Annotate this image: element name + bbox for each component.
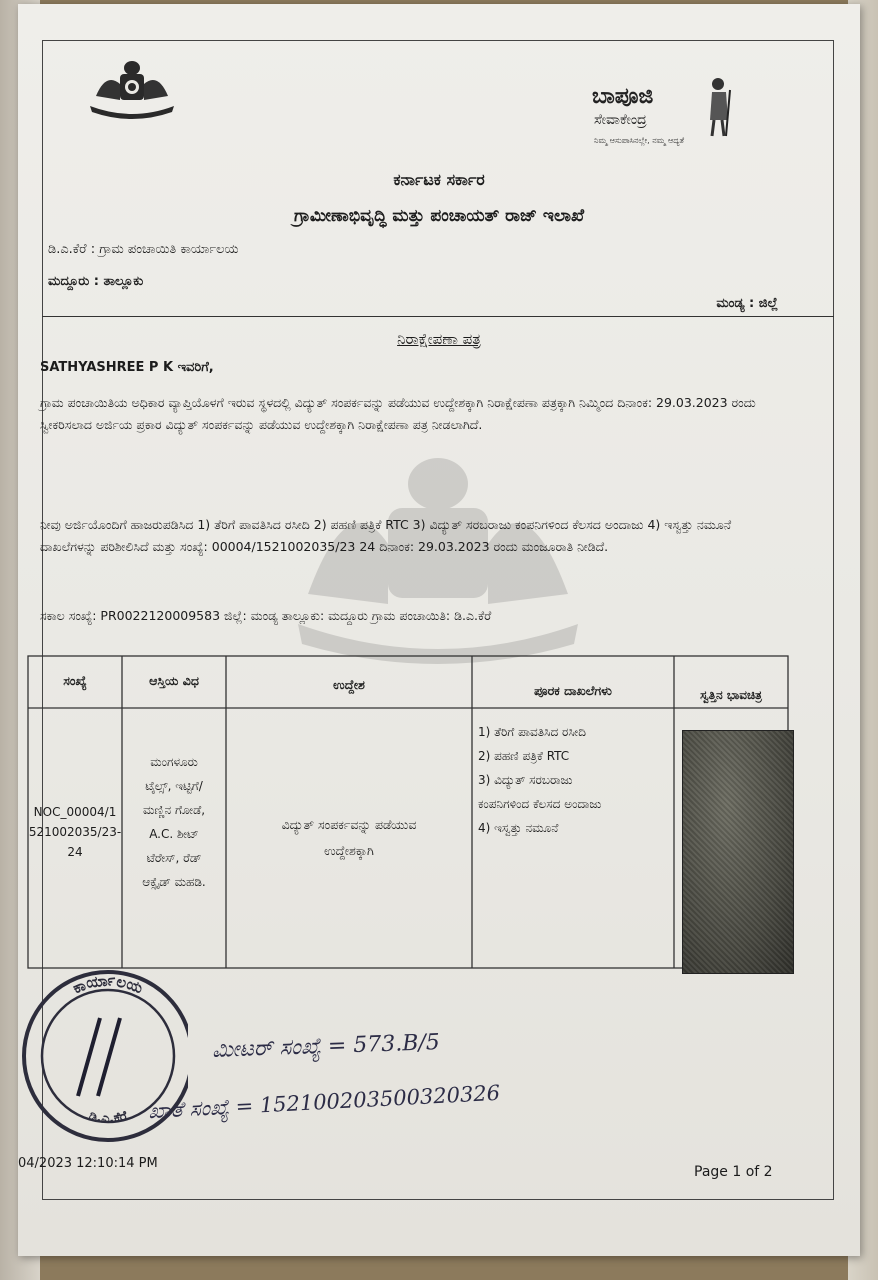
- document-item: 3) ವಿದ್ಯುತ್ ಸರಬರಾಜು: [478, 773, 573, 787]
- row-purpose: [226, 812, 472, 864]
- header-purpose: ಉದ್ದೇಶ: [333, 677, 365, 692]
- seal-text-bottom: ಡಿ.ಎ.ಕೆರೆ: [87, 1108, 129, 1127]
- property-type-line: ಆಕ್ಸೈಡ್ ಮಹಡಿ.: [142, 875, 206, 889]
- page-number: Page 1 of 2: [694, 1164, 773, 1180]
- brand-tagline: ನಿಮ್ಮ ಆಸುಪಾಸಿನಲ್ಲೇ, ನಮ್ಮ ಆದ್ಯತೆ: [594, 136, 685, 145]
- recipient-line: SATHYASHREE P K ಇವರಿಗೆ,: [40, 360, 214, 375]
- handwritten-account-number: ಖಾತೆ ಸಂಖ್ಯೆ = 152100203500320326: [147, 1080, 501, 1124]
- row-number-line: 24: [67, 845, 83, 859]
- brand-subname: ಸೇವಾಕೇಂದ್ರ: [594, 112, 647, 128]
- noc-table: [26, 654, 796, 972]
- document-page: [18, 4, 860, 1256]
- row-documents: [478, 720, 601, 840]
- property-type-line: ಟೆರೇಸ್, ರೆಡ್: [146, 851, 202, 865]
- karnataka-emblem-icon: [86, 56, 178, 122]
- paragraph-application: ಗ್ರಾಮ ಪಂಚಾಯಿತಿಯ ಅಧಿಕಾರ ವ್ಯಾಪ್ತಿಯೊಳಗೆ ಇರುವ ಸ್ಥಳದಲ್ಲಿ ವಿದ್ಯುತ್ ಸಂಪರ್ಕವನ್ನು ಪಡೆಯುವ ಉದ್ದೇಶಕ್ಕಾಗಿ ನಿರಾಕ್ಷೇಪಣಾ ಪತ್ರಕ್ಕಾಗಿ ನಿಮ್ಮಿಂದ ದಿನಾಂಕ: 29.03.2023 ರಂದು ಸ್ವೀಕರಿಸಲಾದ ಅರ್ಜಿಯ ಪ್ರಕಾರ ವಿದ್ಯುತ್ ಸಂಪರ್ಕವನ್ನು ಪಡೆಯುವ ಉದ್ದೇಶಕ್ಕಾಗಿ ನಿರಾಕ್ಷೇಪಣಾ ಪತ್ರ ನೀಡಲಾಗಿದೆ.: [40, 395, 756, 432]
- row-property-type: [122, 750, 226, 894]
- property-type-line: ಮಣ್ಣಿನ ಗೋಡೆ,: [142, 803, 206, 817]
- panchayat-office: ಡಿ.ಎ.ಕೆರೆ : ಗ್ರಾಮ ಪಂಚಾಯಿತಿ ಕಾರ್ಯಾಲಯ: [48, 242, 239, 257]
- gandhi-figure-icon: [704, 76, 734, 138]
- brand-name: ಬಾಪೂಜಿ: [592, 84, 654, 109]
- property-type-line: A.C. ಶೀಟ್: [149, 827, 199, 841]
- print-timestamp: 04/2023 12:10:14 PM: [18, 1156, 158, 1171]
- seal-text-top: ಕಾರ್ಯಾಲಯ: [70, 970, 146, 998]
- district-name: ಮಂಡ್ಯ : ಜಿಲ್ಲೆ: [716, 296, 778, 311]
- document-item: 4) ಇಸ್ವತ್ತು ನಮೂನೆ: [478, 821, 559, 835]
- header-property-photo: ಸ್ವತ್ತಿನ ಭಾವಚಿತ್ರ: [700, 688, 762, 702]
- government-name: ಕರ್ನಾಟಕ ಸರ್ಕಾರ: [393, 170, 485, 189]
- header-divider: [42, 316, 834, 317]
- office-seal-stamp: [8, 956, 188, 1156]
- document-item: ಕಂಪನಿಗಳಿಂದ ಕೆಲಸದ ಅಂದಾಜು: [478, 797, 602, 811]
- row-number-line: 521002035/23-: [28, 825, 122, 839]
- svg-text:ಡಿ.ಎ.ಕೆರೆ: [87, 1109, 129, 1127]
- header-documents: ಪೂರಕ ದಾಖಲೆಗಳು: [534, 683, 612, 698]
- property-photo: [682, 730, 794, 974]
- document-item: 2) ಪಹಣಿ ಪತ್ರಿಕೆ RTC: [478, 749, 570, 763]
- document-item: 1) ತೆರಿಗೆ ಪಾವತಿಸಿದ ರಸೀದಿ: [478, 725, 586, 739]
- handwritten-meter-number: ಮೀಟರ್ ಸಂಖ್ಯೆ = 573.B/5: [211, 1030, 441, 1063]
- header-property-type: ಆಸ್ತಿಯ ವಿಧ: [149, 673, 199, 688]
- purpose-line: ಉದ್ದೇಶಕ್ಕಾಗಿ: [324, 843, 374, 858]
- taluk-name: ಮದ್ದೂರು : ತಾಲ್ಲೂಕು: [48, 274, 144, 289]
- department-name: ಗ್ರಾಮೀಣಾಭಿವೃದ್ಧಿ ಮತ್ತು ಪಂಚಾಯತ್ ರಾಜ್ ಇಲಾಖೆ: [293, 206, 585, 226]
- property-type-line: ಮಂಗಳೂರು: [150, 755, 198, 769]
- document-title: ನಿರಾಕ್ಷೇಪಣಾ ಪತ್ರ: [397, 330, 481, 348]
- sakala-reference: ಸಕಾಲ ಸಂಖ್ಯೆ: PR0022120009583 ಜಿಲ್ಲೆ: ಮಂಡ್ಯ ತಾಲ್ಲೂಕು: ಮದ್ದೂರು ಗ್ರಾಮ ಪಂಚಾಯಿತಿ: ಡಿ.ಎ.ಕೆರೆ: [40, 608, 492, 623]
- row-number-line: NOC_00004/1: [33, 805, 117, 819]
- paragraph-approval: ನೀವು ಅರ್ಜಿಯೊಂದಿಗೆ ಹಾಜರುಪಡಿಸಿದ 1) ತೆರಿಗೆ ಪಾವತಿಸಿದ ರಸೀದಿ 2) ಪಹಣಿ ಪತ್ರಿಕೆ RTC 3) ವಿದ್ಯುತ್ ಸರಬರಾಜು ಕಂಪನಿಗಳಿಂದ ಕೆಲಸದ ಅಂದಾಜು 4) ಇಸ್ವತ್ತು ನಮೂನೆ ದಾಖಲೆಗಳನ್ನು ಪರಿಶೀಲಿಸಿದೆ ಮತ್ತು ಸಂಖ್ಯೆ: 00004/1521002035/23 24 ದಿನಾಂಕ: 29.03.2023 ರಂದು ಮಂಜೂರಾತಿ ನೀಡಿದೆ.: [40, 517, 732, 554]
- purpose-line: ವಿದ್ಯುತ್ ಸಂಪರ್ಕವನ್ನು ಪಡೆಯುವ: [281, 817, 417, 832]
- row-number: [28, 802, 122, 862]
- header-number: ಸಂಖ್ಯೆ: [63, 673, 87, 688]
- property-type-line: ಟೈಲ್ಸ್, ಇಟ್ಟಿಗೆ/: [145, 779, 203, 793]
- bapuji-seva-kendra-logo: [592, 76, 742, 156]
